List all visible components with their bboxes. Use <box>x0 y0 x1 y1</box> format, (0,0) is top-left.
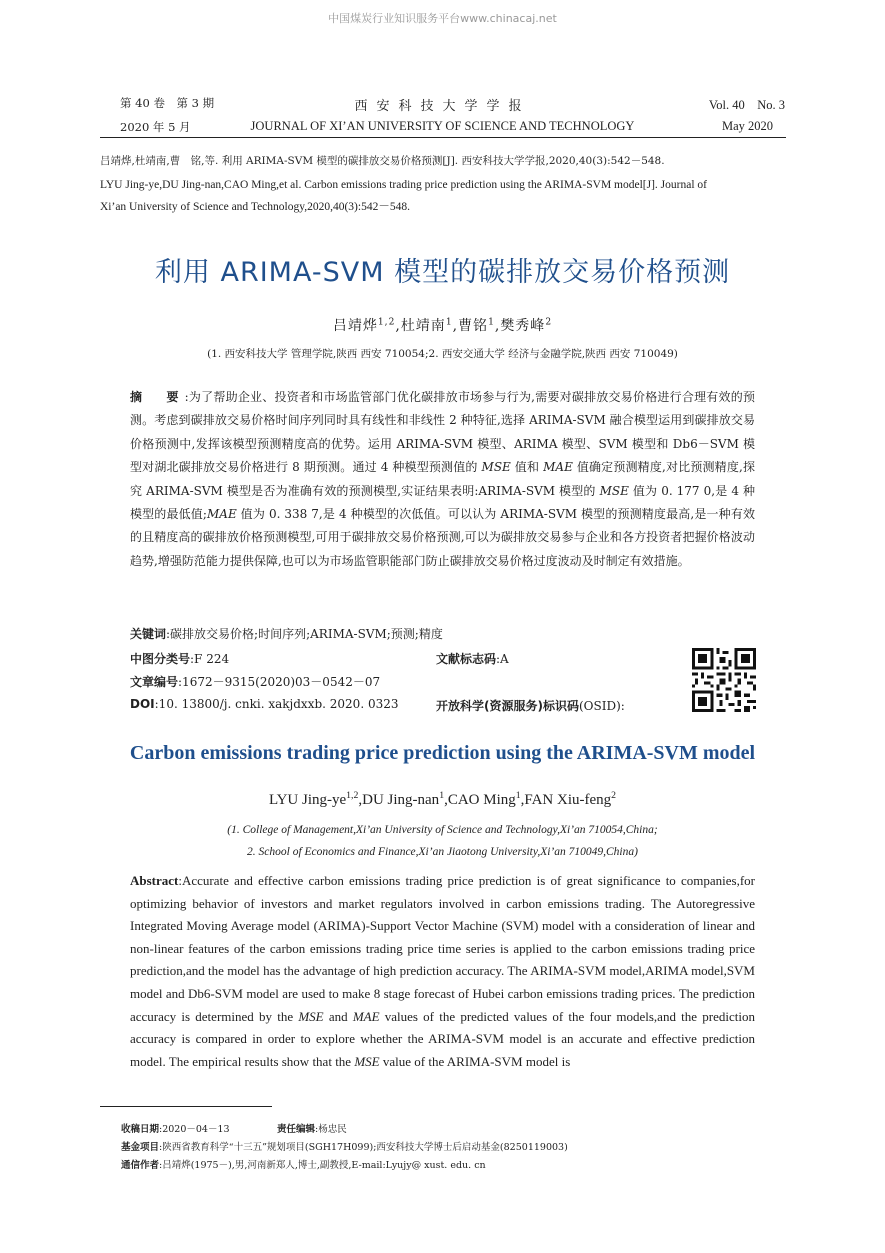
journal-name-cn: 西安科技大学学报 <box>354 99 531 114</box>
abstract-term: MAE <box>543 460 573 475</box>
fund-project <box>121 1139 568 1153</box>
author-name: 杜靖南 <box>400 318 446 334</box>
author-name: 曹铭 <box>458 318 489 334</box>
article-number <box>130 673 380 690</box>
author-name: 樊秀峰 <box>500 318 546 334</box>
received-value: :2020－04－13 <box>159 1124 230 1135</box>
header-volume-issue: 第 40 卷 第 3 期 <box>120 96 215 110</box>
article-number-label: 文章编号 <box>130 675 179 689</box>
doc-code <box>436 650 509 667</box>
abstract-text: 值为 0. 177 0,是 4 种模型的最低值; <box>130 483 755 522</box>
osid-label: 开放科学(资源服务)标识码 <box>436 699 579 713</box>
editor-label: 责任编辑 <box>277 1124 316 1135</box>
abstract-text: 值和 <box>510 460 544 475</box>
abstract-term: MSE <box>599 483 629 498</box>
abstract-text: 值为 0. 338 7,是 4 种模型的次低值。可以认为 ARIMA-SVM 模型的预测精度最高,是一种有效的且精度高的碳排放价格预测模型,可用于碳排放交易价格预测,可以为碳排放交易参与企业和各方投资者把握价格波动趋势,增强防范能力提供保障,也可以为市场监管职能部门防止碳排放交易价格过度波动及时制定有效措施。 <box>130 507 755 568</box>
affiliation-en-line1 <box>0 824 885 836</box>
abstract-cn <box>130 386 755 573</box>
abstract-term: MAE <box>352 1008 380 1024</box>
abstract-term: MSE <box>354 1053 380 1069</box>
clc-label: 中图分类号 <box>130 652 191 666</box>
doc-code-label: 文献标志码 <box>436 652 497 666</box>
osid <box>436 697 625 714</box>
citation-en-line1: LYU Jing-ye,DU Jing-nan,CAO Ming,et al. Carbon emissions trading price prediction using the ARIMA-SVM model[J]. Journal of <box>100 179 707 191</box>
received-label: 收稿日期 <box>121 1124 160 1135</box>
author-name: DU Jing-nan <box>362 792 440 808</box>
journal-name-en: JOURNAL OF XI’AN UNIVERSITY OF SCIENCE AND TECHNOLOGY <box>250 119 635 133</box>
author-name: CAO Ming <box>447 792 516 808</box>
affiliation-text: 2. School of Economics and Finance,Xi’an Jiaotong University,Xi’an 710049,China) <box>247 846 638 858</box>
abstract-text: values of the predicted values of the four models,and the prediction accuracy is compared in order to explore whether the ARIMA-SVM model is an accurate and effective prediction model. The empirical results show that the <box>130 1008 755 1069</box>
author-name: FAN Xiu-feng <box>524 792 612 808</box>
doi-label: DOI <box>130 697 155 711</box>
authors-en: LYU Jing-ye$^{1,2}$,DU Jing-nan$^1$,CAO Ming$^1$,FAN Xiu-feng$^2$ <box>268 790 617 808</box>
doi-value: :10. 13800/j. cnki. xakjdxxb. 2020. 0323 <box>154 697 399 711</box>
clc-number <box>130 650 229 667</box>
abstract-cn-label: 摘 要 <box>130 390 185 404</box>
author-affil-sup: 1,2 <box>377 317 396 328</box>
abstract-en <box>130 870 755 1073</box>
header-vol-no: Vol. 40 No. 3 <box>708 98 785 112</box>
header-date-en: May 2020 <box>721 119 773 133</box>
abstract-term: MSE <box>481 460 511 475</box>
abstract-text: and <box>323 1008 353 1024</box>
header-rule <box>100 137 786 138</box>
keywords-label: 关键词 <box>130 627 167 641</box>
author-name: LYU Jing-ye <box>268 792 347 808</box>
affiliation-text: (1. College of Management,Xi’an University of Science and Technology,Xi’an 710054,China; <box>227 824 658 836</box>
affiliation-cn: (1. 西安科技大学 管理学院,陕西 西安 710054;2. 西安交通大学 经济与金融学院,陕西 西安 710049) <box>207 348 678 360</box>
author-affil-sup: 1 <box>445 317 453 328</box>
responsible-editor <box>277 1121 347 1135</box>
qr-code-icon[interactable] <box>692 648 756 712</box>
abstract-text: 值确定预测精度,对比预测精度,探究 ARIMA-SVM 模型是否为准确有效的预测模型,实证结果表明:ARIMA-SVM 模型的 <box>130 460 755 498</box>
author-affil-sup: 2 <box>545 317 553 328</box>
header-date-cn: 2020 年 5 月 <box>120 120 191 134</box>
keywords <box>130 625 443 642</box>
keywords-value: :碳排放交易价格;时间序列;ARIMA-SVM;预测;精度 <box>166 627 443 641</box>
abstract-text: :为了帮助企业、投资者和市场监管部门优化碳排放市场参与行为,需要对碳排放交易价格进行合理有效的预测。考虑到碳排放交易价格时间序列同时具有线性和非线性 2 种特征,选择 ARIMA-SVM 融合模型运用到碳排放交易价格预测中,发挥该模型预测精度高的优势。运用 ARIMA-SVM 模型、ARIMA 模型、SVM 模型和 Db6－SVM 模型对湖北碳排放交易价格进行 8 期预测。通过 4 种模型预测值的 <box>130 390 755 475</box>
abstract-text: :Accurate and effective carbon emissions trading price prediction is of great significance to companies,for optimizing behavior of investors and market regulators involved in carbon emissions trading. The Autoregressive Integrated Moving Average model (ARIMA)-Support Vector Machine (SVM) model with a consideration of linear and non-linear features of the carbon emissions trading price time series is applied to the carbon emissions trading price prediction,and the model has the advantage of high prediction accuracy. The ARIMA-SVM model,ARIMA model,SVM model and Db6-SVM model are used to make 8 stage forecast of Hubei carbon emissions trading prices. The prediction accuracy is determined by the <box>130 873 755 1024</box>
footnote-rule <box>100 1106 272 1107</box>
citation-en-line2: Xi’an University of Science and Technology,2020,40(3):542－548. <box>100 201 410 213</box>
author-affil-sup: 1 <box>515 790 521 801</box>
abstract-en-label: Abstract <box>130 873 179 888</box>
corr-label: 通信作者 <box>121 1160 160 1171</box>
author-affil-sup: 1 <box>439 790 445 801</box>
osid-value: (OSID): <box>578 699 625 713</box>
fund-label: 基金项目 <box>121 1142 160 1153</box>
author-affil-sup: 1,2 <box>346 790 359 801</box>
affiliation-en-line2 <box>0 846 885 858</box>
corresponding-author <box>121 1157 486 1171</box>
received-date <box>121 1121 230 1135</box>
abstract-term: MAE <box>206 507 237 522</box>
author-affil-sup: 2 <box>611 790 617 801</box>
authors-cn: 吕靖烨$^{1,2}$,杜靖南$^1$,曹铭$^1$,樊秀峰$^2$ <box>332 317 553 334</box>
article-number-value: :1672－9315(2020)03－0542－07 <box>178 675 381 689</box>
abstract-text: value of the ARIMA-SVM model is <box>379 1053 571 1069</box>
corr-value: :吕靖烨(1975－),男,河南新郑人,博士,副教授,E-mail:Lyujy@ xust. edu. cn <box>159 1160 486 1171</box>
fund-value: :陕西省教育科学“十三五”规划项目(SGH17H099);西安科技大学博士后启动基金(8250119003) <box>159 1142 568 1153</box>
watermark: 中国煤炭行业知识服务平台www.chinacaj.net <box>328 12 557 25</box>
doc-code-value: :A <box>496 652 509 666</box>
clc-value: :F 224 <box>190 652 230 666</box>
paper-title-cn: 利用 ARIMA-SVM 模型的碳排放交易价格预测 <box>154 257 731 288</box>
citation-cn: 吕靖烨,杜靖南,曹 铭,等. 利用 ARIMA-SVM 模型的碳排放交易价格预测[J]. 西安科技大学学报,2020,40(3):542－548. <box>100 155 665 167</box>
editor-value: :杨忠民 <box>315 1124 347 1135</box>
abstract-term: MSE <box>298 1008 324 1024</box>
doi <box>130 697 398 711</box>
paper-title-en: Carbon emissions trading price prediction using the ARIMA-SVM model <box>129 742 756 764</box>
author-affil-sup: 1 <box>488 317 495 328</box>
author-name: 吕靖烨 <box>332 318 378 334</box>
